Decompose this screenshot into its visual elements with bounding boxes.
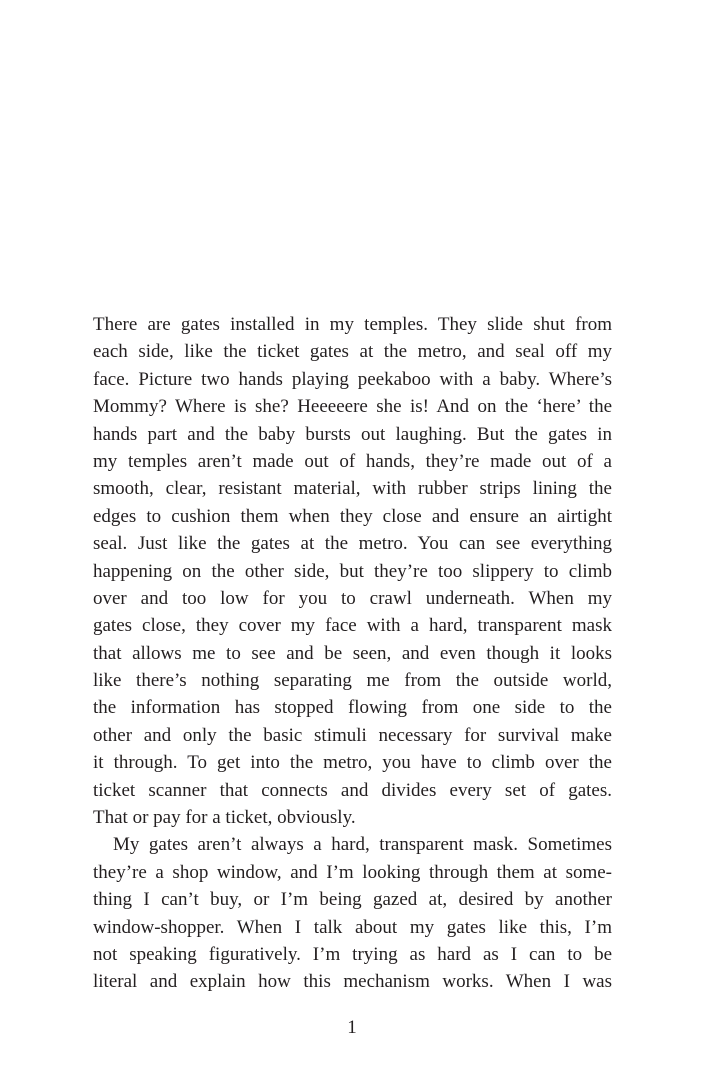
- text-line: it through. To get into the metro, you have to climb over the: [93, 752, 612, 774]
- page-number: 1: [347, 1017, 357, 1038]
- text-line: ticket scanner that connects and divides every set of gates.: [93, 779, 612, 801]
- text-line: other and only the basic stimuli necessary for survival make: [93, 724, 612, 746]
- text-line: edges to cushion them when they close and ensure an airtight: [93, 505, 612, 527]
- text-line: hands part and the baby bursts out laughing. But the gates in: [93, 423, 612, 445]
- text-line: smooth, clear, resistant material, with rubber strips lining the: [93, 478, 612, 500]
- text-line: face. Picture two hands playing peekaboo with a baby. Where’s: [93, 368, 612, 390]
- text-line: gates close, they cover my face with a hard, transparent mask: [93, 615, 612, 637]
- text-line: my temples aren’t made out of hands, they’re made out of a: [93, 450, 612, 472]
- text-line: seal. Just like the gates at the metro. You can see everything: [93, 533, 612, 555]
- text-line: the information has stopped flowing from one side to the: [93, 697, 612, 719]
- text-line: each side, like the ticket gates at the metro, and seal off my: [93, 341, 612, 363]
- text-line: My gates aren’t always a hard, transparent mask. Sometimes: [113, 834, 612, 856]
- text-line: window-shopper. When I talk about my gates like this, I’m: [93, 916, 612, 938]
- text-line: That or pay for a ticket, obviously.: [93, 807, 356, 829]
- body-text: [93, 311, 612, 996]
- text-line: thing I can’t buy, or I’m being gazed at, desired by another: [93, 889, 612, 911]
- text-line: over and too low for you to crawl underneath. When my: [93, 587, 612, 609]
- paragraph-2: [93, 831, 612, 995]
- text-line: There are gates installed in my temples. They slide shut from: [93, 314, 612, 335]
- text-line: literal and explain how this mechanism works. When I was: [93, 971, 612, 993]
- text-line: like there’s nothing separating me from the outside world,: [93, 670, 612, 692]
- text-line: not speaking figuratively. I’m trying as hard as I can to be: [93, 943, 612, 965]
- text-line: happening on the other side, but they’re too slippery to climb: [93, 560, 612, 582]
- text-line: that allows me to see and be seen, and even though it looks: [93, 642, 612, 664]
- text-line: they’re a shop window, and I’m looking through them at some-: [93, 861, 612, 883]
- paragraph-1: [93, 311, 612, 831]
- text-line: Mommy? Where is she? Heeeeere she is! And on the ‘here’ the: [93, 396, 612, 418]
